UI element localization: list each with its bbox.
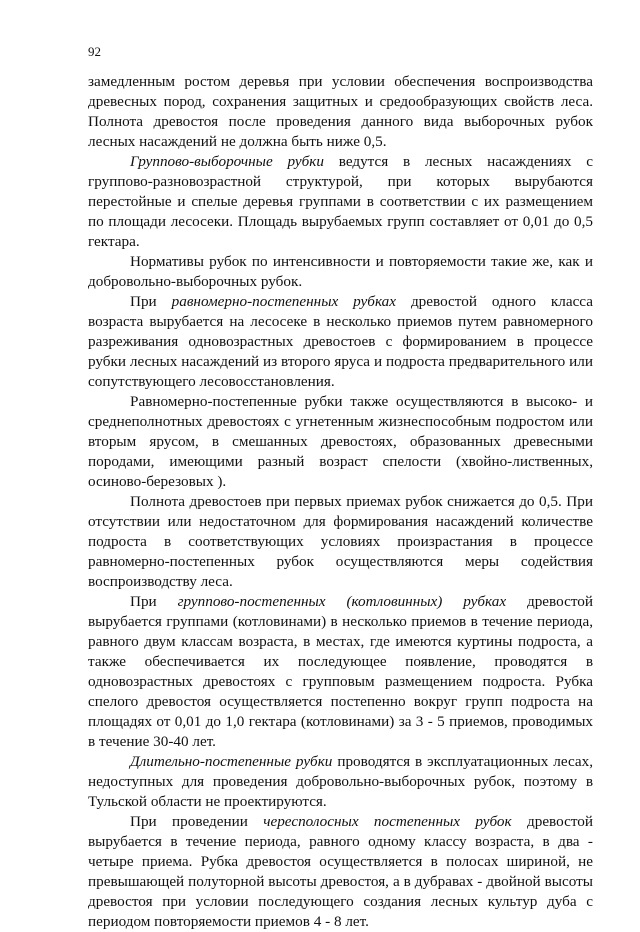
paragraph	[88, 752, 593, 812]
text-segment: замедленным ростом деревья при условии обеспечения воспроизводства древесных пород, сохранения защитных и средообразующих свойств леса. Полнота древостоя после проведения данного вида выборочных рубок лесных насаждений не должна быть ниже 0,5.	[88, 73, 593, 150]
italic-term: группово-постепенных (котловинных) рубках	[177, 593, 507, 610]
italic-term: чересполосных постепенных рубок	[263, 813, 512, 830]
page-number: 92	[88, 44, 101, 59]
text-segment: древостой вырубается в течение периода, равного одному классу возраста, в два - четыре приема. Рубка древостоя осуществляется в полосах шириной, не превышающей полуторной высоты древостоя, а в дубравах - двойной высоты древостоя при условии последующего создания лесных культур дуба с периодом повторяемости приемов 4 - 8 лет.	[88, 813, 593, 930]
text-segment: При проведении	[130, 813, 264, 830]
paragraph	[88, 592, 593, 752]
paragraph	[88, 812, 593, 932]
body-text	[88, 72, 593, 932]
italic-term: Группово-выборочные рубки	[130, 153, 324, 170]
paragraph	[88, 392, 593, 492]
paragraph	[88, 292, 593, 392]
italic-term: равномерно-постепенных рубках	[171, 293, 397, 310]
text-segment: Нормативы рубок по интенсивности и повторяемости такие же, как и добровольно-выборочных рубок.	[88, 253, 593, 290]
paragraph	[88, 152, 593, 252]
text-segment: древостой одного класса возраста вырубается на лесосеке в несколько приемов путем равномерного разреживания одновозрастных древостоев с формированием в процессе рубки лесных насаждений из второго яруса и подроста предварительного или сопутствующего лесовосстановления.	[88, 293, 593, 390]
italic-term: Длительно-постепенные рубки	[130, 753, 333, 770]
text-segment: проводятся в эксплуатационных лесах, недоступных для проведения добровольно-выборочных рубок, поэтому в Тульской области не проектируются.	[88, 753, 594, 810]
text-segment: При	[130, 293, 172, 310]
text-segment: Равномерно-постепенные рубки также осуществляются в высоко- и среднеполнотных древостоях с угнетенным жизнеспособным подростом или вторым ярусом, в смешанных древостоях, образованных древесными породами, имеющими разный возраст спелости (хвойно-лиственных, осиново-березовых ).	[88, 393, 593, 490]
text-segment: При	[130, 593, 178, 610]
text-segment: древостой вырубается группами (котловинами) в несколько приемов в течение периода, равного двум классам возраста, в местах, где имеются куртины подроста, а также обеспечивается их последующее появление, проводятся в одновозрастных древостоях с групповым размещением подроста. Рубка спелого древостоя осуществляется постепенно вокруг групп подроста на площадях от 0,01 до 1,0 гектара (котловинами) за 3 - 5 приемов, проводимых в течение 30-40 лет.	[88, 593, 593, 750]
text-segment: ведутся в лесных насаждениях с группово-разновозрастной структурой, при которых вырубаются перестойные и спелые деревья группами в соответствии с их размещением по площади лесосеки. Площадь вырубаемых групп составляет от 0,01 до 0,5 гектара.	[88, 153, 593, 250]
paragraph	[88, 252, 593, 292]
text-segment: Полнота древостоев при первых приемах рубок снижается до 0,5. При отсутствии или недостаточном для формирования насаждений количестве подроста в соответствующих условиях произрастания в процессе равномерно-постепенных рубок осуществляются меры содействия воспроизводству леса.	[88, 493, 593, 590]
paragraph	[88, 492, 593, 592]
paragraph	[88, 72, 593, 152]
